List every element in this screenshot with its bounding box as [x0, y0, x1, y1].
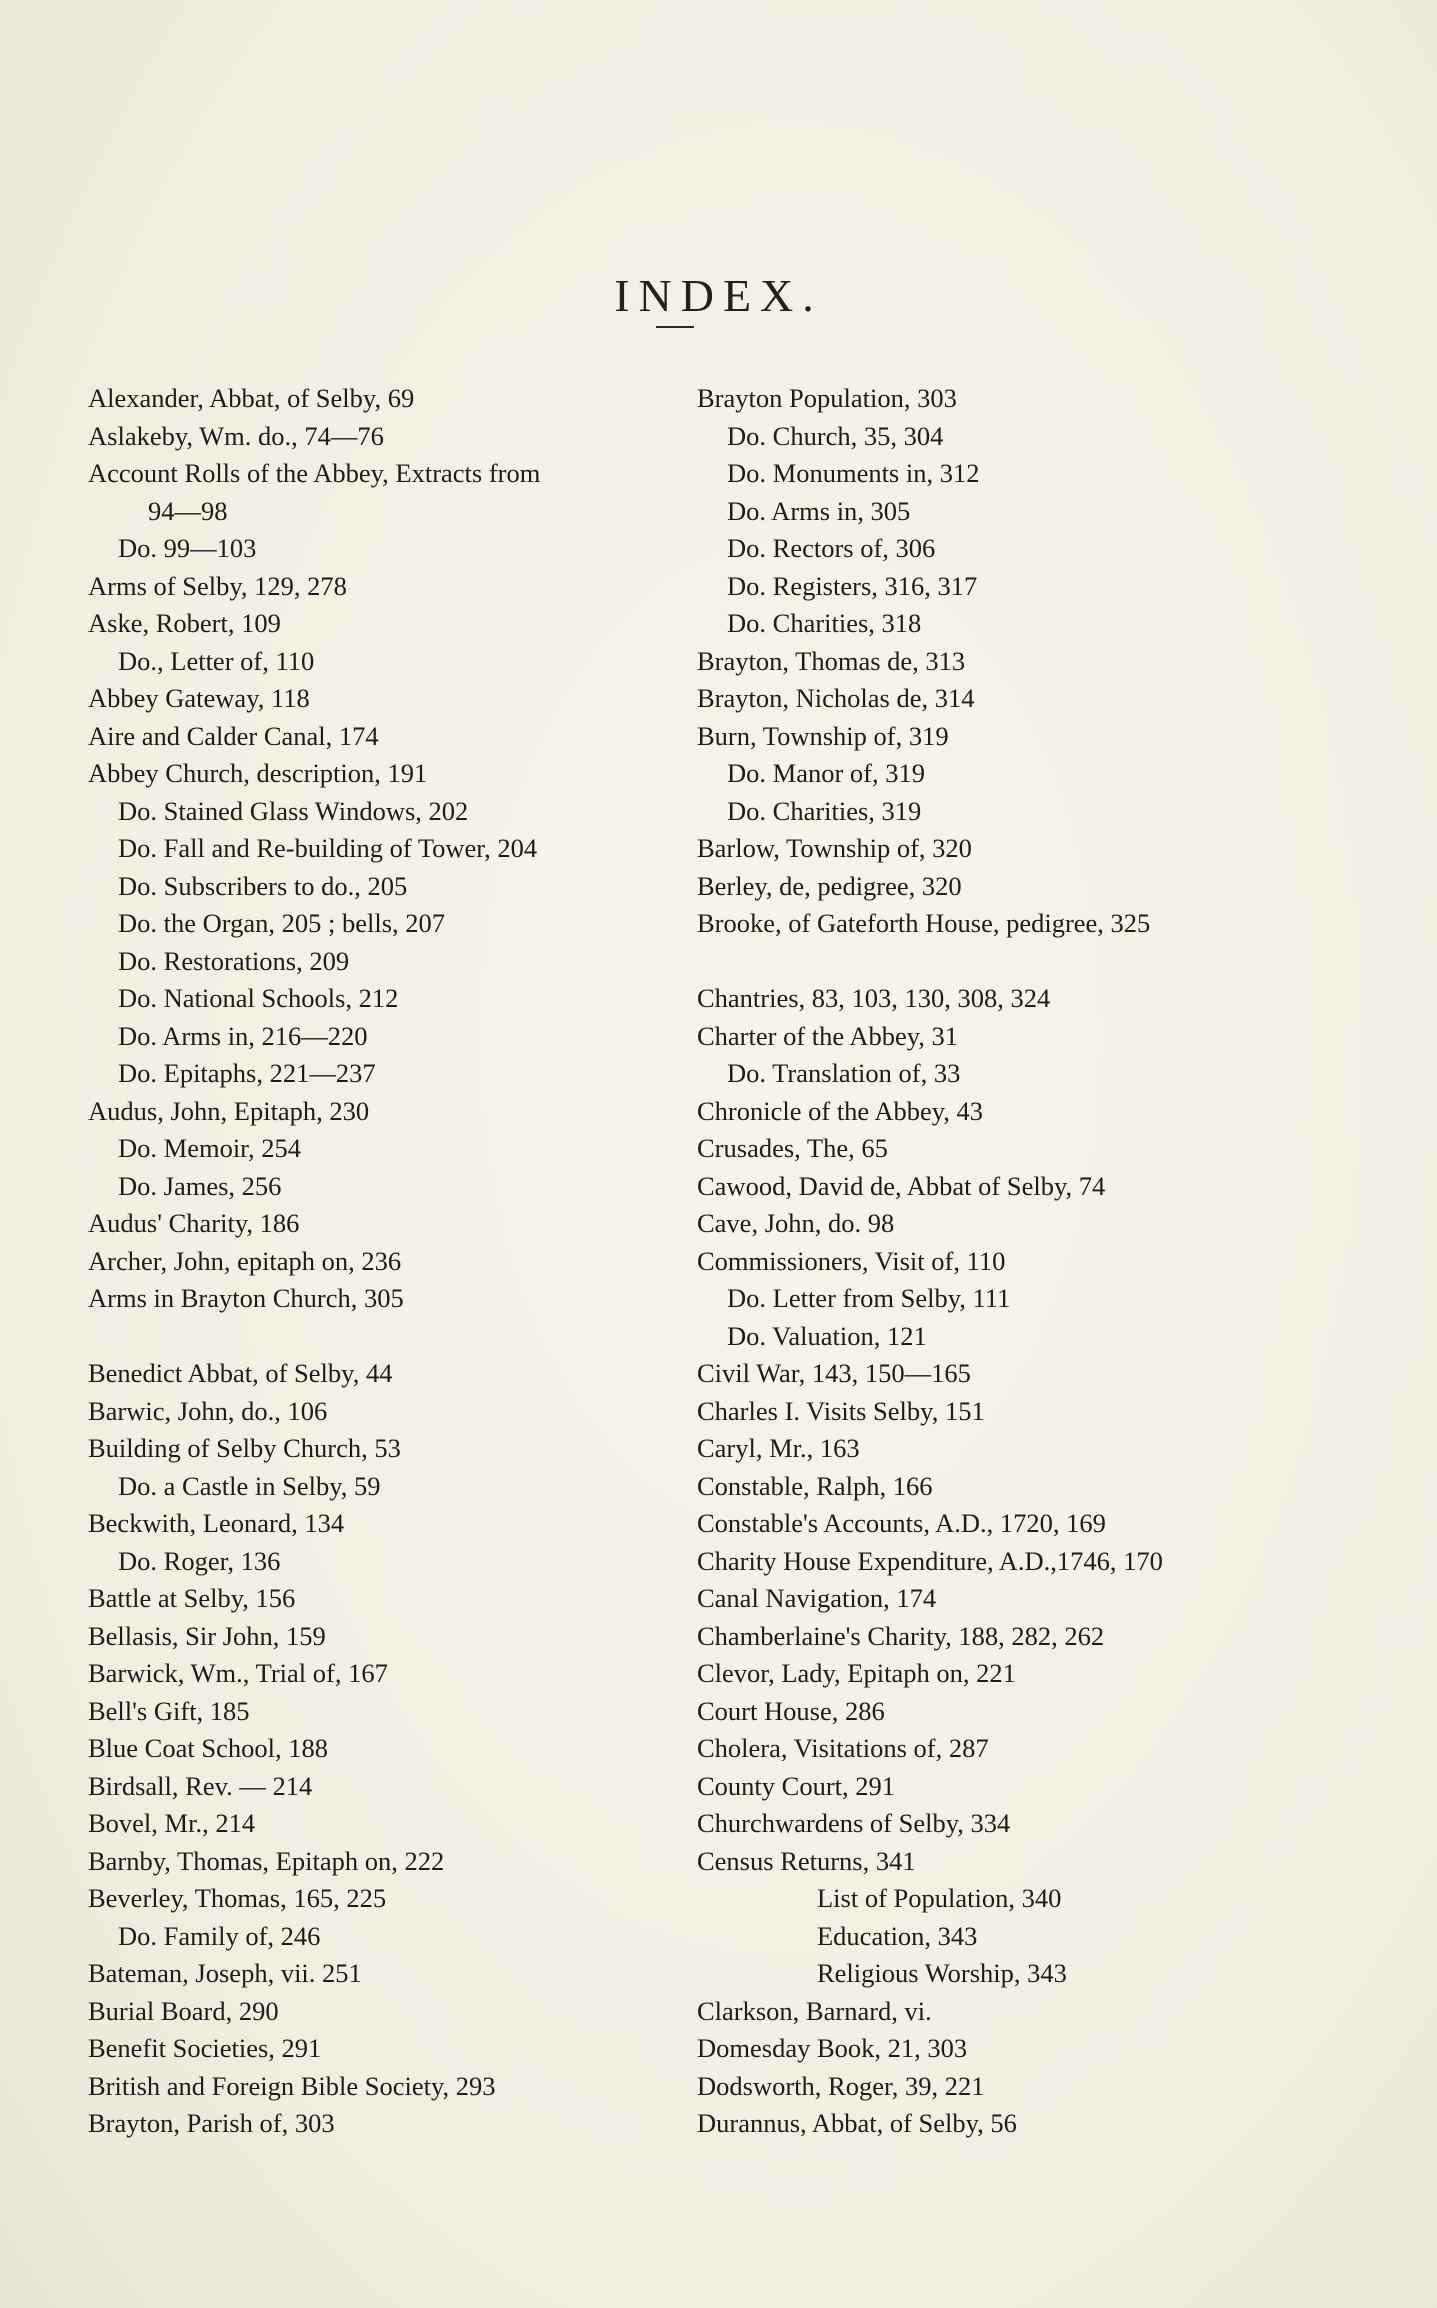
index-column-right: [697, 380, 1277, 2143]
index-entry: Do. Arms in, 305: [727, 495, 911, 526]
index-column-left: [88, 380, 668, 2143]
index-entry: Abbey Gateway, 118: [88, 683, 310, 713]
index-entry: Census Returns, 341: [697, 1845, 916, 1876]
index-entry: Account Rolls of the Abbey, Extracts from: [88, 458, 541, 488]
index-entry: Civil War, 143, 150—165: [697, 1358, 971, 1388]
index-entry: Abbey Church, description, 191: [88, 758, 428, 788]
index-entry: Beckwith, Leonard, 134: [88, 1508, 345, 1538]
index-entry: Do. Rectors of, 306: [727, 533, 936, 563]
index-entry: Brayton, Nicholas de, 314: [697, 683, 975, 713]
index-entry: Barwic, John, do., 106: [88, 1395, 328, 1426]
index-entry: Churchwardens of Selby, 334: [697, 1808, 1011, 1838]
index-entry: Charles I. Visits Selby, 151: [697, 1395, 985, 1426]
index-entry: Burn, Township of, 319: [697, 720, 949, 751]
index-entry: Commissioners, Visit of, 110: [697, 1245, 1006, 1276]
index-entry: Do. Arms in, 216—220: [118, 1020, 368, 1051]
index-entry: Aire and Calder Canal, 174: [88, 720, 379, 751]
index-entry: Arms in Brayton Church, 305: [88, 1283, 404, 1313]
index-entry: Do. Letter from Selby, 111: [727, 1283, 1011, 1313]
index-entry: Archer, John, epitaph on, 236: [88, 1245, 402, 1276]
index-entry: Audus, John, Epitaph, 230: [88, 1095, 370, 1126]
index-entry: 94—98: [148, 495, 228, 526]
index-entry: Do. Restorations, 209: [118, 945, 350, 976]
section-gap: [697, 943, 1277, 981]
index-entry: Beverley, Thomas, 165, 225: [88, 1883, 387, 1913]
index-entry: Do. a Castle in Selby, 59: [118, 1470, 381, 1501]
index-entry: Education, 343: [817, 1920, 978, 1951]
index-entry: Do. 99—103: [118, 533, 257, 563]
index-entry: Do. Church, 35, 304: [727, 420, 944, 451]
index-entry: Crusades, The, 65: [697, 1133, 888, 1163]
index-entry: Chronicle of the Abbey, 43: [697, 1095, 984, 1126]
index-entry: Religious Worship, 343: [817, 1958, 1067, 1988]
index-entry: Barlow, Township of, 320: [697, 833, 972, 863]
index-entry: Do. Epitaphs, 221—237: [118, 1058, 376, 1088]
index-entry: Chantries, 83, 103, 130, 308, 324: [697, 983, 1051, 1013]
index-entry: Blue Coat School, 188: [88, 1733, 328, 1763]
index-entry: Audus' Charity, 186: [88, 1208, 300, 1238]
index-entry: Do. Translation of, 33: [727, 1058, 961, 1088]
index-entry: Court House, 286: [697, 1695, 885, 1726]
index-entry: Birdsall, Rev. — 214: [88, 1770, 313, 1801]
index-entry: Arms of Selby, 129, 278: [88, 570, 347, 601]
index-entry: Do. the Organ, 205 ; bells, 207: [118, 908, 446, 938]
index-entry: Benedict Abbat, of Selby, 44: [88, 1358, 393, 1388]
index-entry: Do. Subscribers to do., 205: [118, 870, 408, 901]
index-entry: Burial Board, 290: [88, 1995, 279, 2026]
index-entry: Do. Valuation, 121: [727, 1320, 927, 1351]
index-entry: Aslakeby, Wm. do., 74—76: [88, 420, 384, 451]
index-entry: Cave, John, do. 98: [697, 1208, 895, 1238]
index-entry: Canal Navigation, 174: [697, 1583, 937, 1613]
index-entry: Bovel, Mr., 214: [88, 1808, 256, 1838]
index-entry: Do., Letter of, 110: [118, 645, 315, 676]
index-entry: Berley, de, pedigree, 320: [697, 870, 962, 901]
index-entry: Bellasis, Sir John, 159: [88, 1620, 326, 1651]
index-entry: Barnby, Thomas, Epitaph on, 222: [88, 1845, 445, 1876]
index-entry: Do. Fall and Re-building of Tower, 204: [118, 833, 538, 863]
index-entry: Do. Manor of, 319: [727, 758, 925, 788]
index-entry: Domesday Book, 21, 303: [697, 2033, 968, 2063]
index-entry: Barwick, Wm., Trial of, 167: [88, 1658, 388, 1688]
index-entry: Bateman, Joseph, vii. 251: [88, 1958, 362, 1988]
index-entry: Aske, Robert, 109: [88, 608, 281, 638]
index-entry: Alexander, Abbat, of Selby, 69: [88, 383, 415, 413]
index-entry: Do. Roger, 136: [118, 1545, 281, 1576]
index-entry: Brayton, Parish of, 303: [88, 2108, 335, 2138]
index-entry: British and Foreign Bible Society, 293: [88, 2070, 496, 2101]
index-entry: Clevor, Lady, Epitaph on, 221: [697, 1658, 1016, 1688]
index-entry: Building of Selby Church, 53: [88, 1433, 401, 1463]
index-entry: Battle at Selby, 156: [88, 1583, 296, 1613]
index-entry: Do. Memoir, 254: [118, 1133, 301, 1163]
index-entry: Do. Charities, 319: [727, 795, 922, 826]
index-entry: Do. National Schools, 212: [118, 983, 399, 1013]
index-entry: Cawood, David de, Abbat of Selby, 74: [697, 1170, 1106, 1201]
index-entry: Do. Charities, 318: [727, 608, 922, 638]
page-title: INDEX.: [614, 269, 823, 321]
section-gap: [88, 1318, 668, 1356]
index-entry: Do. Registers, 316, 317: [727, 570, 978, 601]
index-entry: Benefit Societies, 291: [88, 2033, 322, 2063]
index-entry: Charity House Expenditure, A.D.,1746, 170: [697, 1545, 1163, 1576]
index-entry: Do. Stained Glass Windows, 202: [118, 795, 469, 826]
index-entry: Dodsworth, Roger, 39, 221: [697, 2070, 985, 2101]
index-entry: List of Population, 340: [817, 1883, 1062, 1913]
index-entry: Constable's Accounts, A.D., 1720, 169: [697, 1508, 1106, 1538]
index-entry: Durannus, Abbat, of Selby, 56: [697, 2108, 1017, 2138]
index-entry: Brayton Population, 303: [697, 383, 957, 413]
index-entry: Cholera, Visitations of, 287: [697, 1733, 989, 1763]
title-rule: [656, 326, 694, 328]
index-entry: Brayton, Thomas de, 313: [697, 645, 966, 676]
index-entry: Caryl, Mr., 163: [697, 1433, 860, 1463]
index-entry: Do. Monuments in, 312: [727, 458, 980, 488]
index-entry: Do. Family of, 246: [118, 1920, 321, 1951]
index-entry: Chamberlaine's Charity, 188, 282, 262: [697, 1620, 1105, 1651]
index-entry: Do. James, 256: [118, 1170, 282, 1201]
index-entry: Bell's Gift, 185: [88, 1695, 250, 1726]
index-entry: Charter of the Abbey, 31: [697, 1020, 959, 1051]
index-entry: Brooke, of Gateforth House, pedigree, 325: [697, 908, 1151, 938]
index-entry: Constable, Ralph, 166: [697, 1470, 933, 1501]
index-entry: Clarkson, Barnard, vi.: [697, 1995, 932, 2026]
index-entry: County Court, 291: [697, 1770, 896, 1801]
